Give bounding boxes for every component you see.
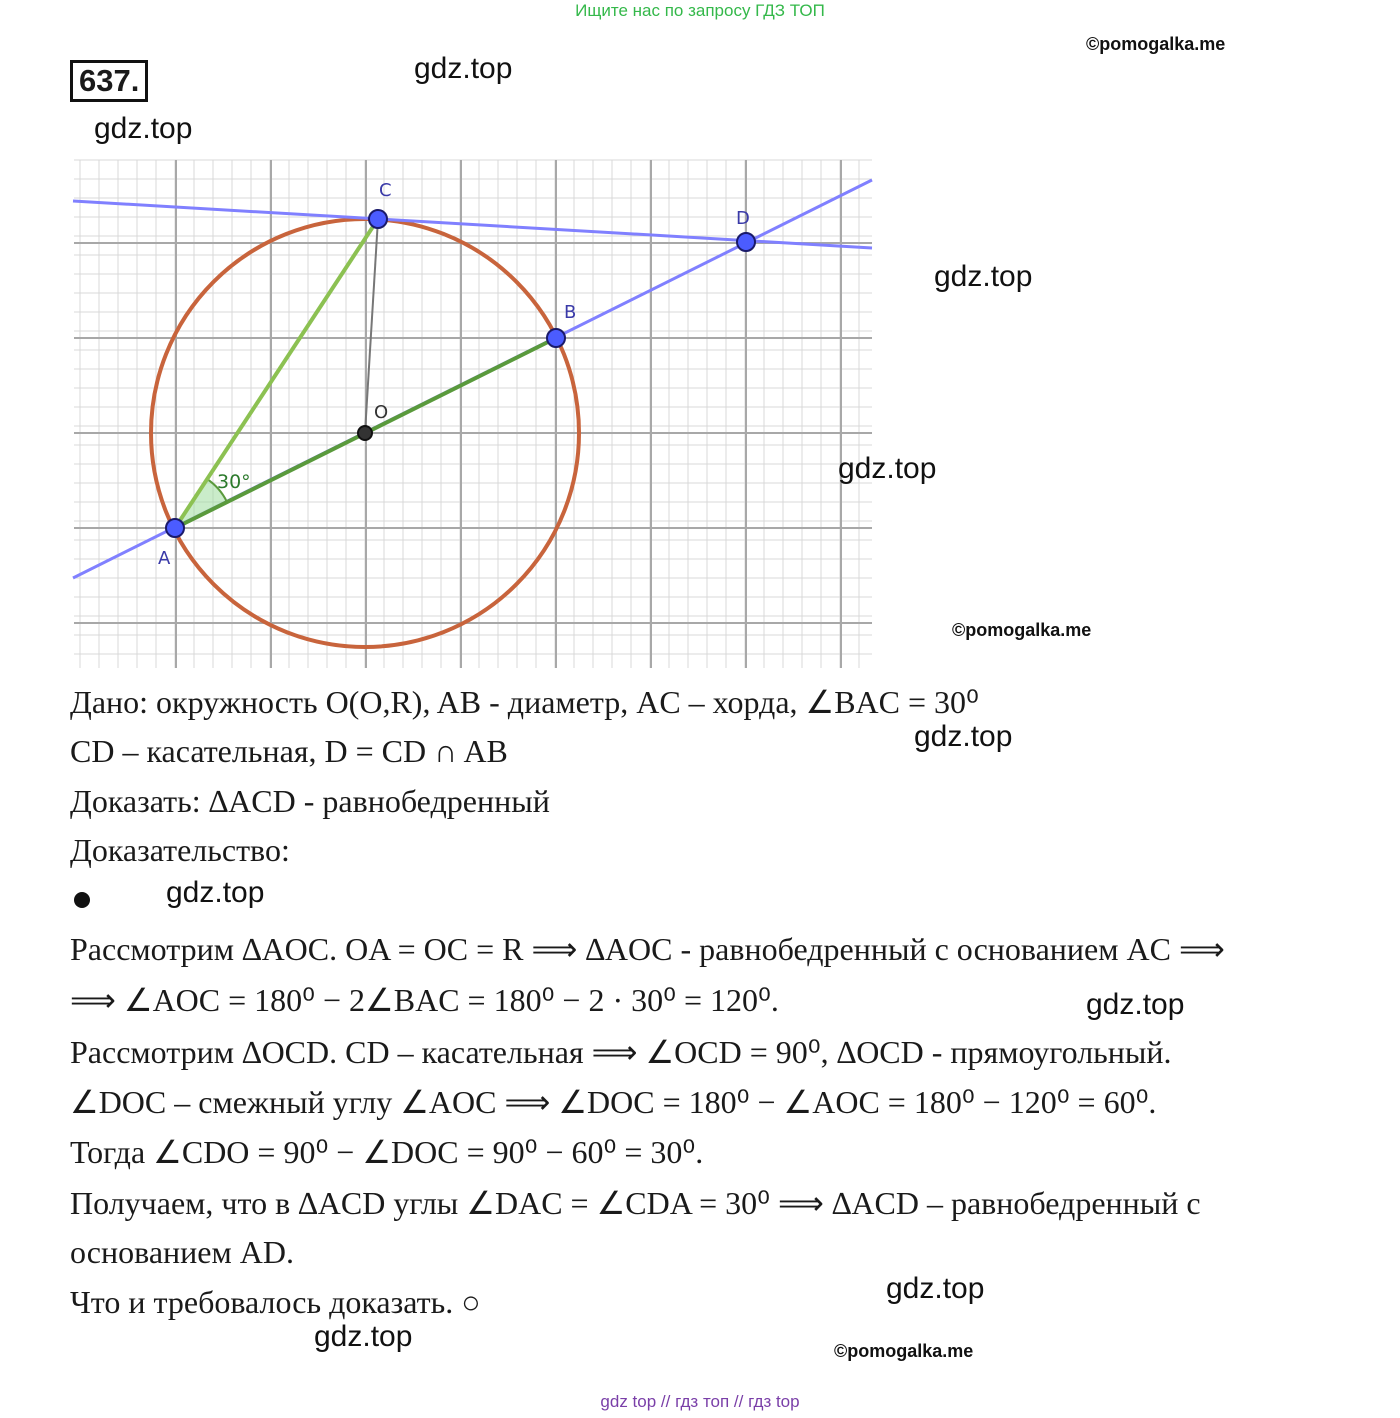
point-b [547, 329, 565, 347]
watermark: gdz.top [886, 1272, 985, 1305]
watermark: gdz.top [934, 260, 1033, 293]
copyright-label: ©pomogalka.me [952, 620, 1092, 640]
proof-line: ⟹ ∠AOC = 180⁰ − 2∠BAC = 180⁰ − 2 · 30⁰ = 120⁰. [70, 982, 779, 1018]
watermark: gdz.top [914, 720, 1013, 753]
label-c: C [379, 180, 392, 201]
proof-line: ∠DOC – смежный углу ∠AOC ⟹ ∠DOC = 180⁰ − ∠AOC = 180⁰ − 120⁰ = 60⁰. [70, 1084, 1157, 1120]
proof-line: Рассмотрим ∆AOC. OA = OC = R ⟹ ∆AOC - равнобедренный с основанием AC ⟹ [70, 931, 1225, 967]
proof-line: основанием AD. [70, 1234, 294, 1270]
top-banner[interactable]: Ищите нас по запросу ГДЗ ТОП [575, 1, 825, 20]
label-b: B [564, 302, 577, 323]
point-a [166, 519, 184, 537]
point-o [358, 426, 372, 440]
proof-heading: Доказательство: [70, 832, 290, 868]
label-o: O [374, 402, 389, 423]
watermark: gdz.top [314, 1320, 413, 1353]
geometry-figure [0, 0, 1400, 680]
prove-line: Доказать: ∆ACD - равнобедренный [70, 783, 550, 819]
angle-label: 30° [217, 471, 251, 493]
given-line-2: CD – касательная, D = CD ∩ AB [70, 733, 508, 769]
proof-line: Получаем, что в ∆ACD углы ∠DAC = ∠CDA = 30⁰ ⟹ ∆ACD – равнобедренный с [70, 1185, 1201, 1221]
watermark: gdz.top [166, 876, 265, 909]
watermark: gdz.top [94, 112, 193, 145]
chord-ac [175, 219, 378, 528]
watermark: gdz.top [838, 452, 937, 485]
watermark: gdz.top [414, 52, 513, 85]
copyright-label: ©pomogalka.me [834, 1341, 974, 1361]
watermark: gdz.top [1086, 988, 1185, 1021]
point-c [369, 210, 387, 228]
proof-line: Рассмотрим ∆OCD. CD – касательная ⟹ ∠OCD = 90⁰, ∆OCD - прямоугольный. [70, 1034, 1172, 1070]
copyright-label: ©pomogalka.me [1086, 34, 1226, 54]
conclusion-line: Что и требовалось доказать. ○ [70, 1284, 481, 1320]
footer-links[interactable]: gdz top // гдз топ // гдз top [600, 1392, 800, 1411]
label-a: A [158, 548, 171, 569]
point-d [737, 233, 755, 251]
given-line: Дано: окружность O(O,R), AB - диаметр, AC – хорда, ∠BAC = 30⁰ [70, 684, 979, 720]
proof-line: Тогда ∠CDO = 90⁰ − ∠DOC = 90⁰ − 60⁰ = 30⁰. [70, 1134, 704, 1170]
bullet-icon [74, 892, 90, 908]
label-d: D [736, 208, 750, 229]
problem-number: 637. [70, 60, 148, 102]
